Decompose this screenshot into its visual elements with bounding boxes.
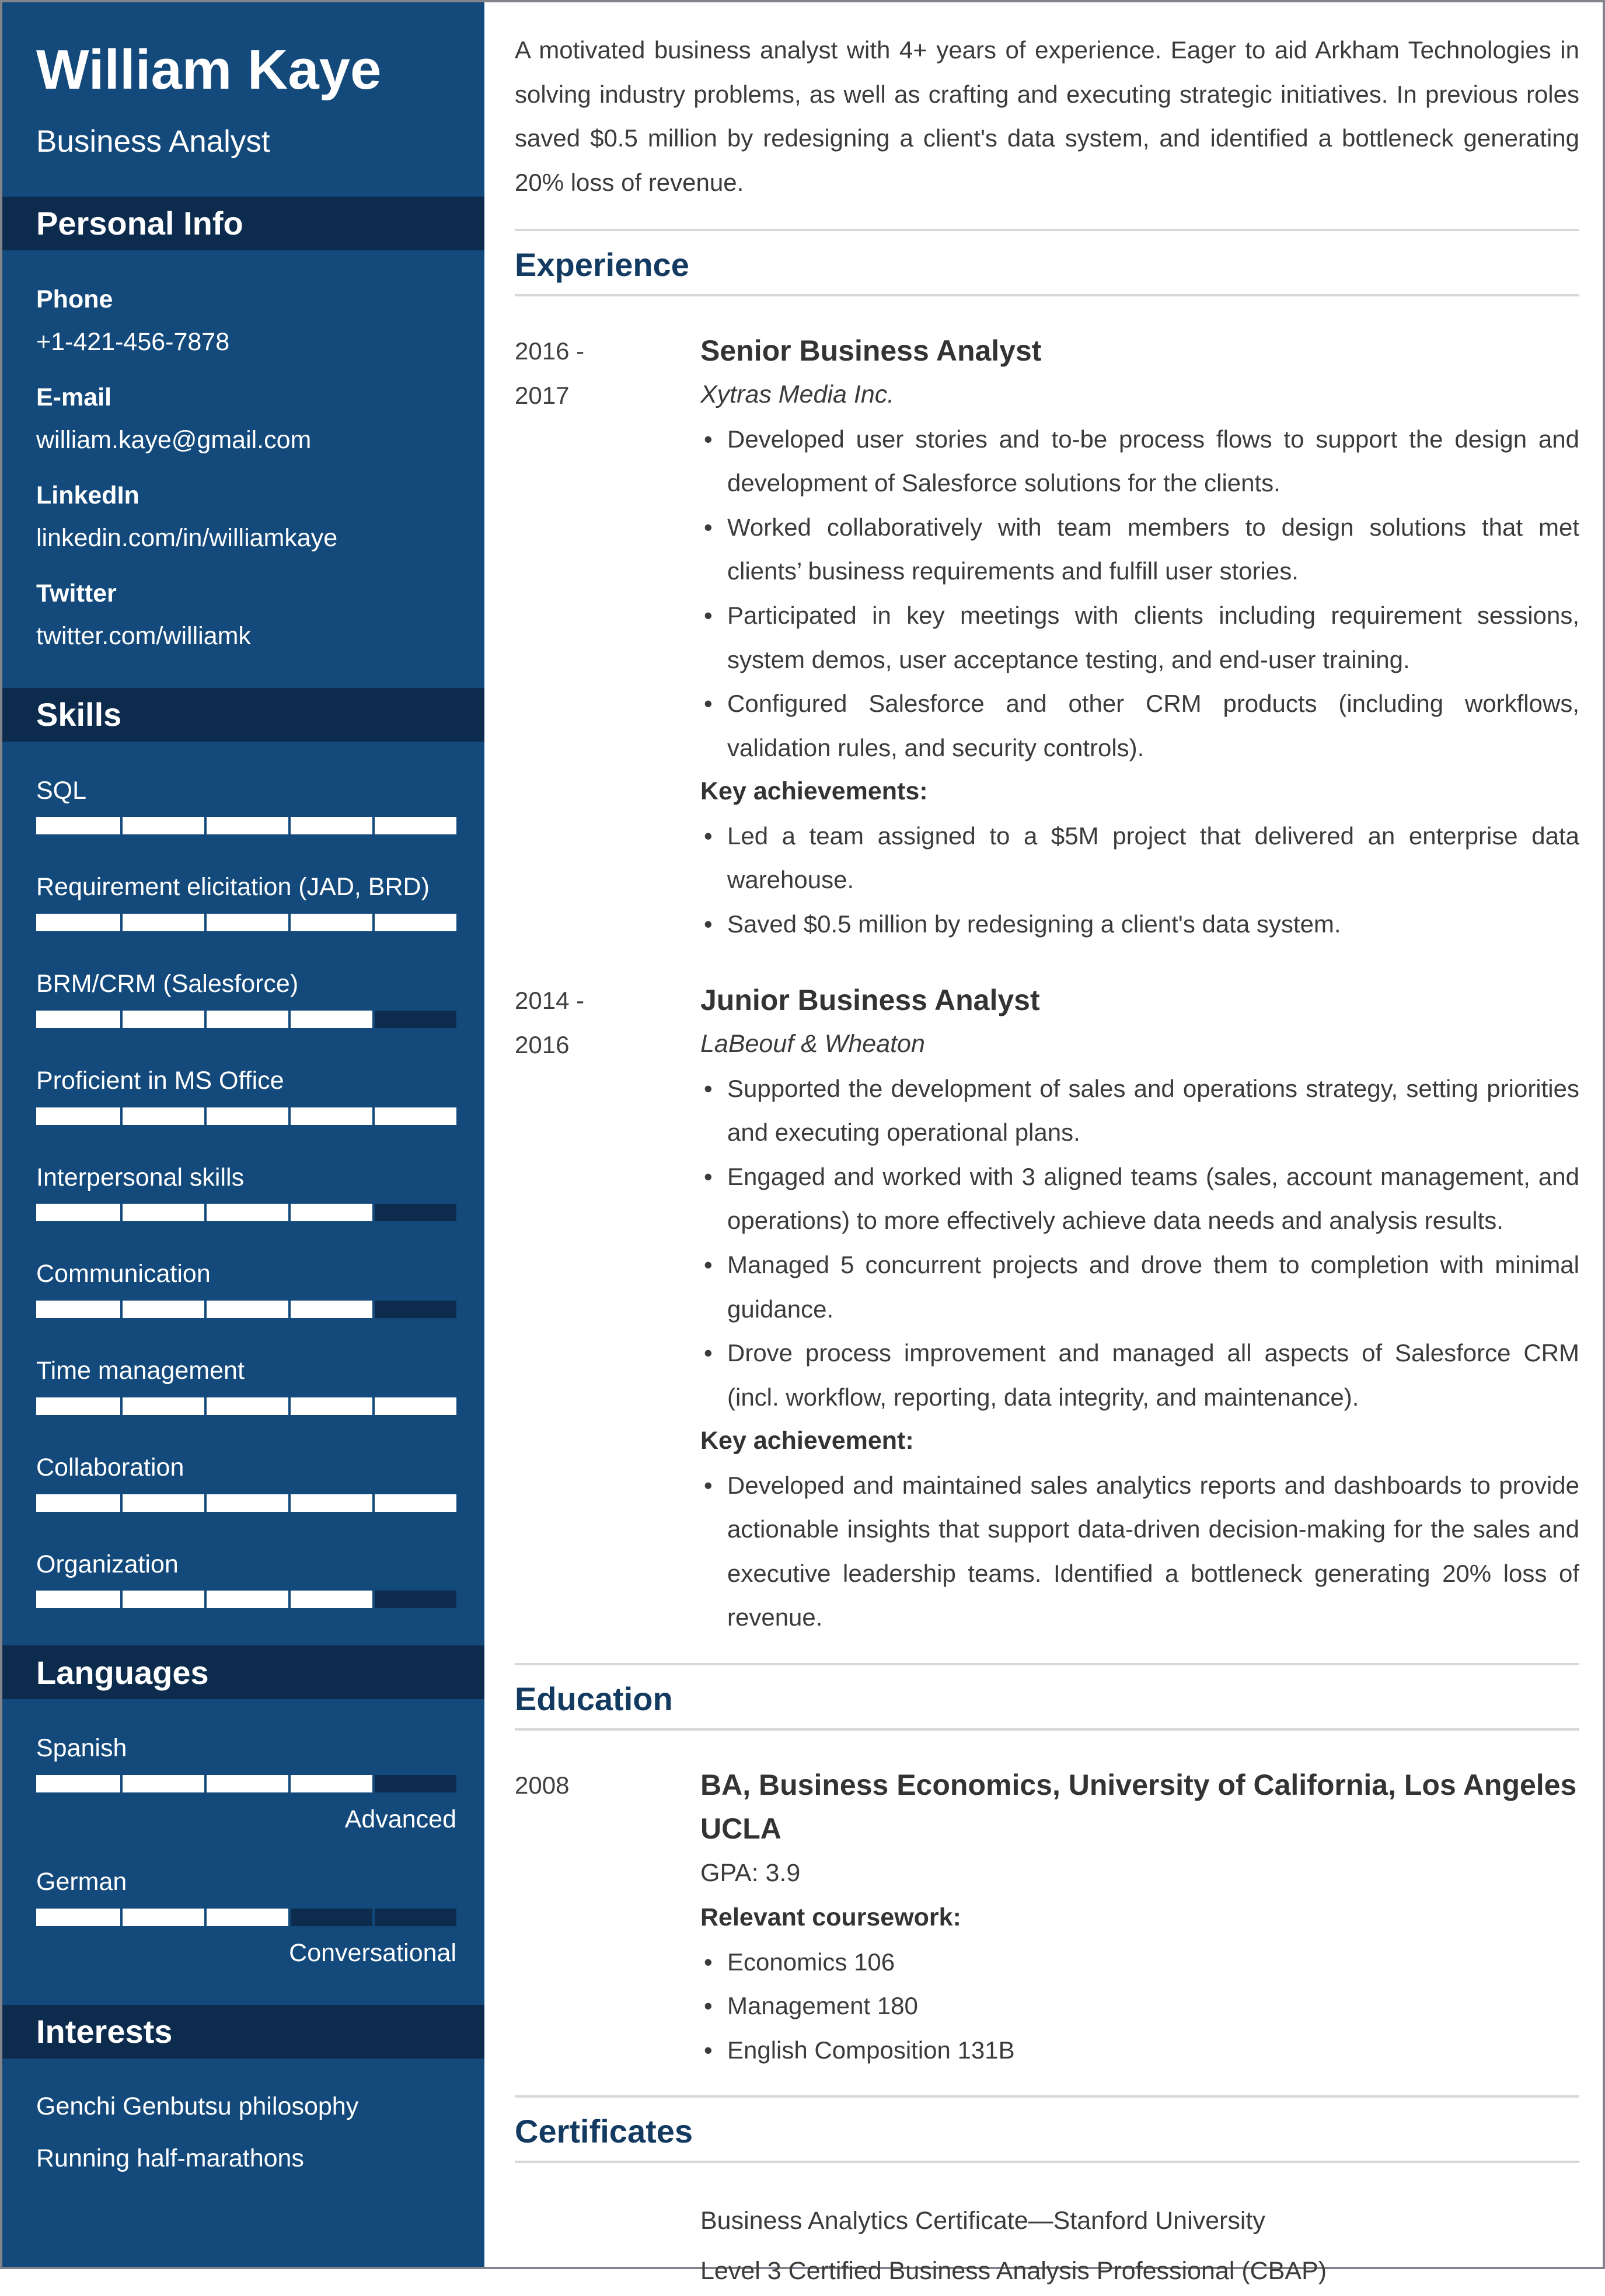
- company-name: LaBeouf & Wheaton: [700, 1030, 925, 1058]
- skill-bar: [36, 914, 456, 931]
- skill-bar: [36, 1011, 456, 1028]
- skill-bar: [36, 1591, 456, 1608]
- skill-item: [36, 1355, 456, 1415]
- personal-info-item-email: [36, 383, 456, 455]
- interest-item: Genchi Genbutsu philosophy: [36, 2092, 359, 2120]
- language-label: German: [36, 1868, 127, 1896]
- course-bullet: • English Composition 131B: [700, 2028, 1579, 2073]
- date-from: 2014 -: [515, 987, 585, 1015]
- key-achievements-list: [700, 1463, 1579, 1640]
- personal-info-item-linkedin: [36, 481, 456, 553]
- job-bullet: • Drove process improvement and managed all aspects of Salesforce CRM (incl. workflow, reporting, data integrity, and maintenance).: [700, 1331, 1579, 1419]
- linkedin-value: linkedin.com/in/williamkaye: [36, 523, 338, 552]
- language-level: Conversational: [289, 1938, 456, 1967]
- skill-bar-fill: [36, 914, 456, 931]
- email-label: E-mail: [36, 383, 112, 411]
- skill-bar-fill: [36, 1107, 456, 1125]
- degree-title: BA, Business Economics, University of California, Los Angeles UCLA: [700, 1769, 1577, 1846]
- email-value: william.kaye@gmail.com: [36, 425, 312, 454]
- achievement-bullet: • Saved $0.5 million by redesigning a client's data system.: [700, 902, 1579, 946]
- languages-header: Languages: [2, 1645, 484, 1699]
- candidate-job-title: Business Analyst: [36, 124, 270, 159]
- phone-value: +1-421-456-7878: [36, 327, 230, 356]
- experience-entry: [515, 329, 1579, 946]
- skill-bar: [36, 817, 456, 834]
- job-bullet: • Developed user stories and to-be process flows to support the design and development of Salesforce solutions for the clients.: [700, 417, 1579, 505]
- experience-heading: Experience: [515, 246, 689, 284]
- skill-item: [36, 969, 456, 1028]
- certificate-item: Level 3 Certified Business Analysis Professional (CBAP): [700, 2257, 1327, 2285]
- divider: [515, 1728, 1579, 1731]
- job-bullet: • Managed 5 concurrent projects and drove them to completion with minimal guidance.: [700, 1243, 1579, 1331]
- entry-dates: [515, 2196, 700, 2296]
- language-bar: [36, 1909, 456, 1926]
- course-bullet: • Economics 106: [700, 1940, 1579, 1984]
- experience-entry: [515, 978, 1579, 1640]
- skill-label: BRM/CRM (Salesforce): [36, 970, 299, 998]
- main-content: [484, 2, 1603, 2285]
- language-label: Spanish: [36, 1734, 127, 1763]
- personal-info-item-twitter: [36, 579, 456, 651]
- coursework-label: Relevant coursework:: [700, 1903, 961, 1932]
- twitter-value: twitter.com/williamk: [36, 621, 251, 650]
- languages-section: [2, 1699, 484, 1967]
- skills-section: [2, 742, 484, 1609]
- skill-bar-fill: [36, 817, 456, 834]
- skill-label: SQL: [36, 776, 87, 805]
- entry-dates: [515, 329, 700, 946]
- graduation-year: 2008: [515, 1771, 570, 1799]
- entry-dates: [515, 978, 700, 1640]
- skill-bar: [36, 1204, 456, 1221]
- job-bullets: [700, 1067, 1579, 1420]
- gpa-line: GPA: 3.9: [700, 1859, 801, 1888]
- skill-item: [36, 872, 456, 931]
- skill-bar-fill: [36, 1494, 456, 1512]
- linkedin-label: LinkedIn: [36, 481, 139, 509]
- skills-header: Skills: [2, 688, 484, 742]
- job-bullet: • Participated in key meetings with clients including requirement sessions, system demos, user acceptance testing, and end-user training.: [700, 593, 1579, 682]
- skill-item: [36, 1259, 456, 1318]
- divider: [515, 1663, 1579, 1665]
- education-entry: [515, 1763, 1579, 2072]
- interests-header: Interests: [2, 2005, 484, 2059]
- course-bullet: • Management 180: [700, 1984, 1579, 2028]
- divider: [515, 229, 1579, 231]
- skill-label: Proficient in MS Office: [36, 1066, 284, 1095]
- skill-bar: [36, 1494, 456, 1512]
- job-bullet: • Engaged and worked with 3 aligned teams (sales, account management, and operations) to more effectively achieve data needs and analysis results.: [700, 1155, 1579, 1243]
- certificates-heading: Certificates: [515, 2113, 693, 2150]
- key-achievements-label: Key achievements:: [700, 777, 928, 806]
- company-name: Xytras Media Inc.: [700, 380, 895, 409]
- skill-item: [36, 1452, 456, 1512]
- candidate-name: William Kaye: [36, 39, 382, 101]
- skill-item: [36, 1065, 456, 1125]
- personal-info-section: [2, 250, 484, 651]
- interests-section: [2, 2059, 484, 2173]
- coursework-list: [700, 1940, 1579, 2073]
- skill-label: Requirement elicitation (JAD, BRD): [36, 873, 430, 901]
- job-title: Junior Business Analyst: [700, 984, 1040, 1017]
- divider: [515, 294, 1579, 296]
- skill-item: [36, 775, 456, 835]
- personal-info-header: Personal Info: [2, 197, 484, 250]
- skill-label: Collaboration: [36, 1453, 184, 1481]
- skill-label: Time management: [36, 1357, 245, 1385]
- skill-bar-fill: [36, 1397, 456, 1415]
- profile-summary: A motivated business analyst with 4+ years of experience. Eager to aid Arkham Technologies in solving industry problems, as well as crafting and executing strategic initiatives. In previous roles saved $0.5 million by redesigning a client's data system, and identified a bottleneck generating 20% loss of revenue.: [515, 36, 1579, 196]
- achievement-bullet: • Developed and maintained sales analytics reports and dashboards to provide actionable insights that support data-driven decision-making for the sales and executive leadership teams. Identified a bottleneck generating 20% loss of revenue.: [700, 1463, 1579, 1640]
- certificate-item: Business Analytics Certificate—Stanford University: [700, 2207, 1265, 2235]
- key-achievements-list: [700, 814, 1579, 946]
- achievement-bullet: • Led a team assigned to a $5M project that delivered an enterprise data warehouse.: [700, 814, 1579, 902]
- entry-body: [700, 2196, 1579, 2296]
- job-bullet: • Configured Salesforce and other CRM products (including workflows, validation rules, and security controls).: [700, 682, 1579, 770]
- skill-item: [36, 1162, 456, 1222]
- skill-label: Organization: [36, 1550, 179, 1578]
- job-title: Senior Business Analyst: [700, 334, 1042, 368]
- phone-label: Phone: [36, 285, 113, 313]
- certificates-entry: [515, 2196, 1579, 2296]
- date-from: 2016 -: [515, 337, 585, 365]
- entry-dates: [515, 1763, 700, 2072]
- language-item: [36, 1733, 456, 1834]
- twitter-label: Twitter: [36, 579, 117, 607]
- divider: [515, 2095, 1579, 2098]
- language-level: Advanced: [344, 1805, 456, 1834]
- language-bar: [36, 1775, 456, 1792]
- skill-item: [36, 1549, 456, 1609]
- skill-label: Interpersonal skills: [36, 1163, 245, 1191]
- job-bullets: [700, 417, 1579, 770]
- entry-body: [700, 978, 1579, 1640]
- skill-bar: [36, 1301, 456, 1318]
- personal-info-item-phone: [36, 285, 456, 357]
- date-to: 2017: [515, 381, 570, 409]
- job-bullet: • Worked collaboratively with team members to design solutions that met clients’ business requirements and fulfill user stories.: [700, 505, 1579, 593]
- education-heading: Education: [515, 1680, 673, 1718]
- interest-item: Running half-marathons: [36, 2144, 304, 2172]
- entry-body: [700, 329, 1579, 946]
- job-bullet: • Supported the development of sales and operations strategy, setting priorities and executing operational plans.: [700, 1067, 1579, 1155]
- skill-label: Communication: [36, 1260, 211, 1288]
- language-bar-fill: [36, 1909, 288, 1926]
- divider: [515, 2161, 1579, 2163]
- skill-bar: [36, 1107, 456, 1125]
- skill-bar: [36, 1397, 456, 1415]
- education-section: [515, 1680, 1579, 2072]
- experience-section: [515, 246, 1579, 1640]
- date-to: 2016: [515, 1031, 570, 1058]
- language-item: [36, 1867, 456, 1967]
- sidebar: [2, 2, 484, 2267]
- key-achievements-label: Key achievement:: [700, 1427, 914, 1455]
- entry-body: [700, 1763, 1579, 2072]
